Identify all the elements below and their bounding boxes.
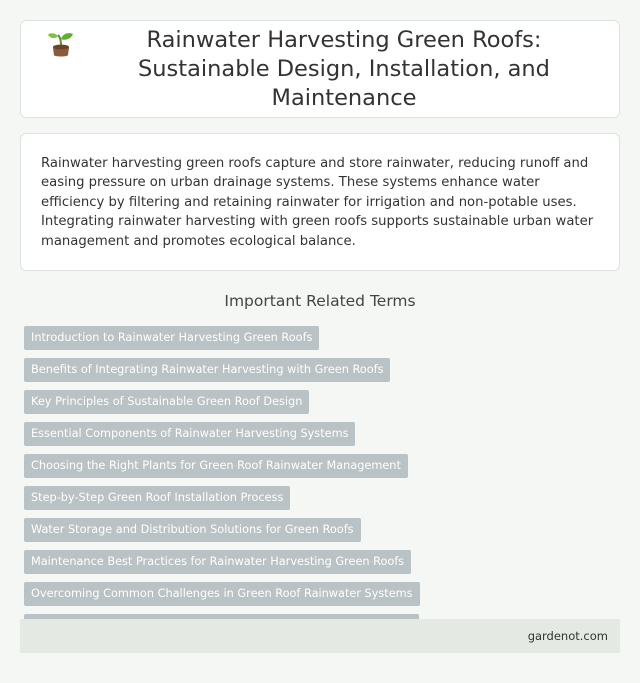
related-terms-heading: Important Related Terms xyxy=(224,292,416,310)
related-term-tag[interactable]: Benefits of Integrating Rainwater Harvesting with Green Roofs xyxy=(24,358,390,382)
summary-card xyxy=(20,133,620,271)
related-term-tag[interactable]: Essential Components of Rainwater Harvesting Systems xyxy=(24,422,355,446)
page-title: Rainwater Harvesting Green Roofs: Sustainable Design, Installation, and Maintenance xyxy=(138,26,550,111)
related-term-tag[interactable]: Step-by-Step Green Roof Installation Process xyxy=(24,486,290,510)
related-term-tag[interactable]: Choosing the Right Plants for Green Roof Rainwater Management xyxy=(24,454,408,478)
title-card xyxy=(20,20,620,118)
sprout-icon xyxy=(46,28,76,58)
related-term-tag[interactable]: Introduction to Rainwater Harvesting Green Roofs xyxy=(24,326,319,350)
related-term-tag[interactable]: Overcoming Common Challenges in Green Roof Rainwater Systems xyxy=(24,582,420,606)
related-term-tag[interactable]: Key Principles of Sustainable Green Roof Design xyxy=(24,390,309,414)
title-row xyxy=(46,26,594,113)
related-term-tag[interactable]: Water Storage and Distribution Solutions for Green Roofs xyxy=(24,518,361,542)
related-term-tag[interactable]: Maintenance Best Practices for Rainwater Harvesting Green Roofs xyxy=(24,550,411,574)
footer xyxy=(20,619,620,653)
summary-text: Rainwater harvesting green roofs capture and store rainwater, reducing runoff and easing pressure on urban drainage systems. These systems enhance water efficiency by filtering and retaining rainwater for irrigation and non-potable uses. Integrating rainwater harvesting with green roofs supports sustainable urban water management and promotes ecological balance. xyxy=(41,156,594,249)
related-terms-list xyxy=(20,326,620,646)
footer-site-link[interactable]: gardenot.com xyxy=(527,629,608,643)
